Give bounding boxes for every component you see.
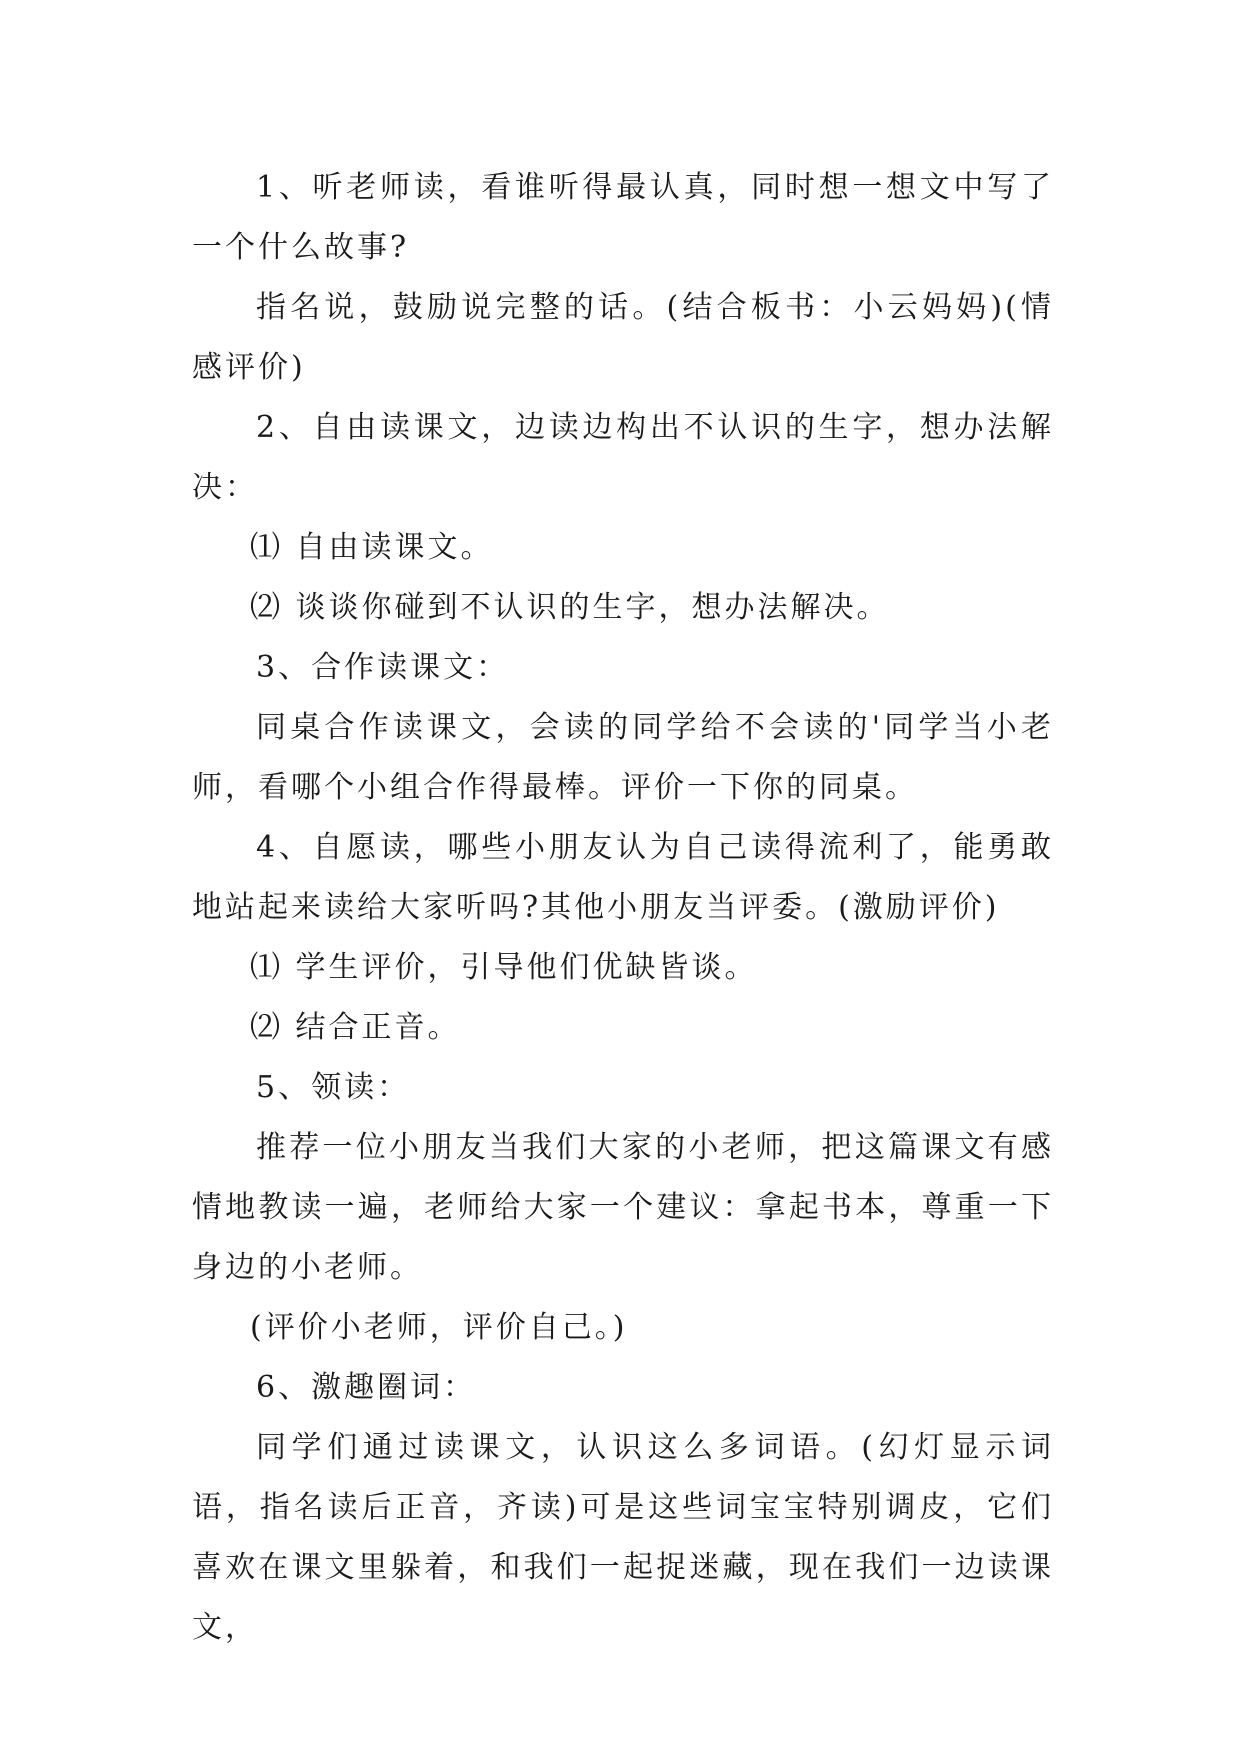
paragraph-step-4-sub-1: ⑴ 学生评价，引导他们优缺皆谈。: [250, 950, 758, 985]
paragraph-step-5-note: (评价小老师，评价自己。): [250, 1310, 628, 1345]
paragraph-step-3: 3、合作读课文：: [256, 650, 510, 685]
paragraph-step-2-sub-1: ⑴ 自由读课文。: [250, 530, 494, 565]
paragraph-step-1-note: 指名说，鼓励说完整的话。(结合板书：小云妈妈)(情感评价): [192, 290, 1054, 385]
paragraph-step-6: 6、激趣圈词：: [256, 1370, 477, 1405]
paragraph-step-2-sub-2: ⑵ 谈谈你碰到不认识的生字，想办法解决。: [250, 590, 890, 625]
paragraph-step-4-sub-2: ⑵ 结合正音。: [250, 1010, 461, 1045]
paragraph-step-5: 5、领读：: [256, 1070, 411, 1105]
paragraph-step-2: 2、自由读课文，边读边构出不认识的生字，想办法解决：: [192, 410, 1054, 505]
paragraph-step-1: 1、听老师读，看谁听得最认真，同时想一想文中写了一个什么故事?: [192, 170, 1054, 265]
paragraph-step-3-detail: 同桌合作读课文，会读的同学给不会读的'同学当小老师，看哪个小组合作得最棒。评价一下你的同桌。: [192, 710, 1054, 805]
paragraph-step-6-detail: 同学们通过读课文，认识这么多词语。(幻灯显示词语，指名读后正音，齐读)可是这些词宝宝特别调皮，它们喜欢在课文里躲着，和我们一起捉迷藏，现在我们一边读课文，: [192, 1430, 1054, 1645]
document-body: [192, 158, 1054, 1658]
paragraph-step-4: 4、自愿读，哪些小朋友认为自己读得流利了，能勇敢地站起来读给大家听吗?其他小朋友当评委。(激励评价): [192, 830, 1054, 925]
paragraph-step-5-detail: 推荐一位小朋友当我们大家的小老师，把这篇课文有感情地教读一遍，老师给大家一个建议：拿起书本，尊重一下身边的小老师。: [192, 1130, 1054, 1285]
